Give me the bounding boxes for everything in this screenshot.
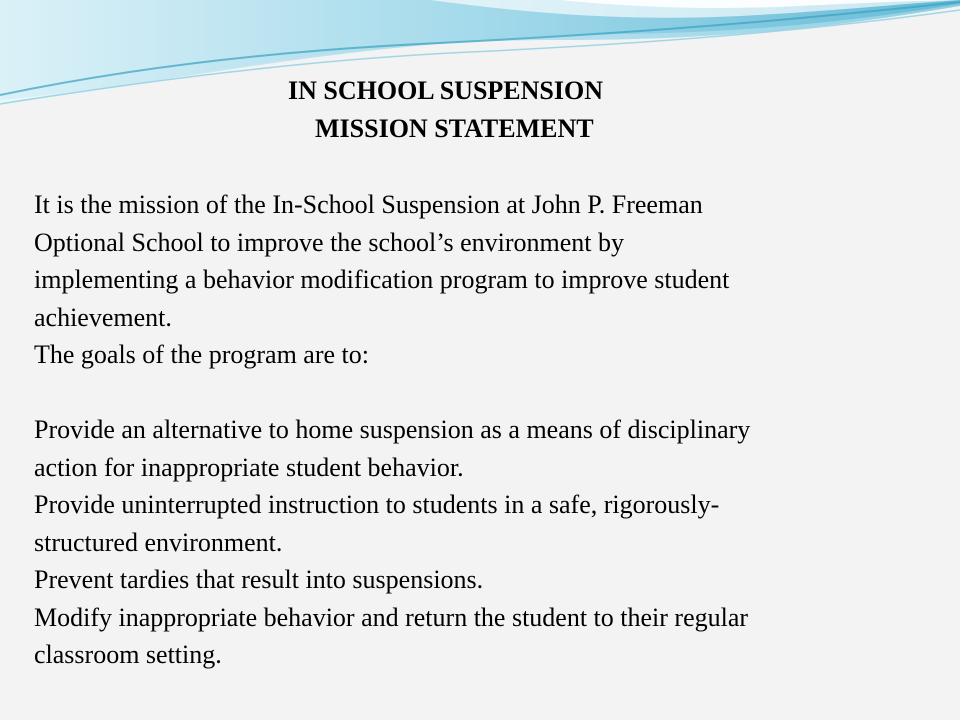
slide-title [0,70,960,150]
mission-line: achievement. [34,302,172,332]
goal-line: Modify inappropriate behavior and return the student to their regular [34,602,749,632]
goal-line: Prevent tardies that result into suspensions. [34,565,484,594]
goal-line: action for inappropriate student behavior. [34,452,464,482]
paragraph-spacer [34,374,934,412]
body-text [34,186,934,674]
goal-line: classroom setting. [34,640,222,669]
goal-line: structured environment. [34,527,283,557]
goal-line: Provide an alternative to home suspension as a means of disciplinary [34,415,751,444]
mission-line: Optional School to improve the school’s environment by [34,227,624,257]
mission-line: It is the mission of the In-School Suspension at John P. Freeman [34,190,703,219]
title-line-1: IN SCHOOL SUSPENSION [288,76,603,105]
goals-intro: The goals of the program are to: [34,340,369,369]
title-line-2: MISSION STATEMENT [315,114,594,143]
goal-line: Provide uninterrupted instruction to students in a safe, rigorously- [34,490,720,519]
mission-line: implementing a behavior modification program to improve student [34,265,730,294]
